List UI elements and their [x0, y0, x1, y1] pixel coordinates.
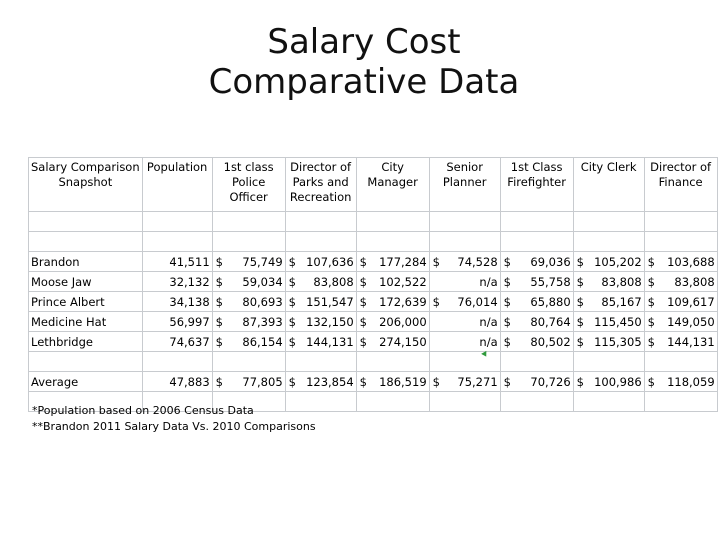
empty-cell — [644, 212, 717, 232]
amount: 177,284 — [379, 254, 427, 269]
empty-cell — [142, 352, 212, 372]
currency-value — [576, 255, 642, 269]
currency-value — [576, 315, 642, 329]
currency-symbol: $ — [647, 314, 655, 329]
empty-cell — [29, 232, 143, 252]
table-row — [29, 312, 718, 332]
table-cell — [573, 332, 644, 352]
table-cell: Lethbridge — [29, 332, 143, 352]
amount: 186,519 — [379, 374, 427, 389]
table-cell — [644, 332, 717, 352]
currency-value — [359, 295, 427, 309]
column-header-line: Snapshot — [58, 175, 113, 189]
currency-symbol: $ — [576, 314, 584, 329]
table-cell — [356, 272, 429, 292]
currency-symbol: $ — [432, 294, 440, 309]
column-header-line: Finance — [658, 175, 703, 189]
footnote-brandon: **Brandon 2011 Salary Data Vs. 2010 Comparisons — [32, 420, 316, 433]
currency-value — [359, 315, 427, 329]
column-header — [573, 158, 644, 212]
amount: 123,854 — [306, 374, 354, 389]
table-cell — [429, 272, 500, 292]
currency-value — [647, 375, 715, 389]
currency-symbol: $ — [359, 374, 367, 389]
amount: 144,131 — [667, 334, 715, 349]
empty-cell — [285, 212, 356, 232]
currency-value — [647, 295, 715, 309]
table-cell — [429, 292, 500, 312]
table-cell — [356, 332, 429, 352]
table-cell — [429, 372, 500, 392]
currency-value — [288, 275, 354, 289]
table-row — [29, 252, 718, 272]
column-header — [429, 158, 500, 212]
currency-value — [215, 295, 283, 309]
currency-symbol: $ — [576, 254, 584, 269]
amount: 77,805 — [242, 374, 283, 389]
salary-comparison-table — [28, 157, 718, 412]
column-header — [356, 158, 429, 212]
column-header-line: Parks and — [292, 175, 349, 189]
amount: n/a — [479, 334, 498, 349]
table-cell — [356, 292, 429, 312]
currency-symbol — [432, 315, 433, 329]
empty-cell — [429, 212, 500, 232]
currency-symbol: $ — [215, 374, 223, 389]
currency-symbol: $ — [503, 314, 511, 329]
table-cell — [212, 372, 285, 392]
amount: 115,305 — [594, 334, 642, 349]
amount: 100,986 — [594, 374, 642, 389]
empty-cell — [573, 232, 644, 252]
table-cell: Prince Albert — [29, 292, 143, 312]
table-cell — [285, 372, 356, 392]
table-cell: 74,637 — [142, 332, 212, 352]
table-cell — [356, 252, 429, 272]
currency-value — [503, 255, 571, 269]
table-cell — [500, 292, 573, 312]
table-cell — [212, 312, 285, 332]
empty-cell — [429, 392, 500, 412]
empty-cell — [644, 232, 717, 252]
slide-title — [0, 22, 728, 102]
currency-symbol: $ — [503, 274, 511, 289]
table-cell — [285, 252, 356, 272]
empty-cell — [356, 392, 429, 412]
column-header-line: Planner — [442, 175, 487, 189]
footnote-population: *Population based on 2006 Census Data — [32, 404, 254, 417]
currency-value — [359, 335, 427, 349]
currency-symbol: $ — [647, 274, 655, 289]
blank-row — [29, 352, 718, 372]
currency-symbol: $ — [288, 334, 296, 349]
empty-cell — [29, 352, 143, 372]
currency-value — [288, 315, 354, 329]
table-cell — [644, 252, 717, 272]
currency-value — [647, 335, 715, 349]
amount: 274,150 — [379, 334, 427, 349]
currency-value — [215, 335, 283, 349]
column-header-line: Population — [146, 160, 208, 174]
currency-symbol: $ — [432, 374, 440, 389]
amount: 75,749 — [242, 254, 283, 269]
currency-symbol: $ — [359, 274, 367, 289]
empty-cell — [142, 212, 212, 232]
amount: 59,034 — [242, 274, 283, 289]
table-cell: Brandon — [29, 252, 143, 272]
amount: 107,636 — [306, 254, 354, 269]
amount: 132,150 — [306, 314, 354, 329]
currency-value — [359, 375, 427, 389]
currency-value — [503, 375, 571, 389]
empty-cell — [573, 352, 644, 372]
currency-symbol: $ — [359, 254, 367, 269]
currency-value — [215, 275, 283, 289]
empty-cell — [644, 352, 717, 372]
empty-cell — [356, 352, 429, 372]
amount: 85,167 — [601, 294, 642, 309]
currency-value — [215, 255, 283, 269]
empty-cell — [285, 232, 356, 252]
column-header-line: 1st Class — [510, 160, 563, 174]
currency-value — [647, 255, 715, 269]
blank-row — [29, 232, 718, 252]
header-row — [29, 158, 718, 212]
column-header-line: Firefighter — [507, 175, 566, 189]
currency-symbol: $ — [647, 374, 655, 389]
column-header-line: Recreation — [289, 190, 352, 204]
table-cell — [285, 272, 356, 292]
amount: 103,688 — [667, 254, 715, 269]
table-cell: 47,883 — [142, 372, 212, 392]
amount: 83,808 — [601, 274, 642, 289]
currency-symbol — [432, 275, 433, 289]
amount: 86,154 — [242, 334, 283, 349]
table-cell — [212, 292, 285, 312]
currency-symbol: $ — [215, 274, 223, 289]
empty-cell — [142, 232, 212, 252]
amount: 144,131 — [306, 334, 354, 349]
amount: 206,000 — [379, 314, 427, 329]
currency-symbol: $ — [359, 294, 367, 309]
column-header-line: Salary Comparison — [31, 160, 140, 174]
amount: 80,502 — [530, 334, 571, 349]
column-header — [500, 158, 573, 212]
currency-symbol: $ — [576, 274, 584, 289]
amount: 118,059 — [667, 374, 715, 389]
column-header — [285, 158, 356, 212]
empty-cell — [429, 352, 500, 372]
column-header — [142, 158, 212, 212]
table-cell — [500, 332, 573, 352]
currency-value — [576, 295, 642, 309]
column-header-line: Director of — [290, 160, 352, 174]
currency-value — [647, 275, 715, 289]
currency-value — [432, 335, 498, 349]
currency-symbol: $ — [215, 254, 223, 269]
amount: 102,522 — [379, 274, 427, 289]
amount: 149,050 — [667, 314, 715, 329]
currency-symbol: $ — [503, 254, 511, 269]
empty-cell — [212, 352, 285, 372]
blank-row — [29, 212, 718, 232]
table-cell — [285, 332, 356, 352]
table-cell — [500, 252, 573, 272]
title-line-1: Salary Cost — [267, 22, 461, 62]
table-row — [29, 332, 718, 352]
currency-symbol: $ — [503, 294, 511, 309]
currency-symbol: $ — [215, 294, 223, 309]
column-header-line: 1st class — [223, 160, 274, 174]
footnotes — [32, 403, 316, 435]
amount: 87,393 — [242, 314, 283, 329]
empty-cell — [500, 352, 573, 372]
empty-cell — [29, 212, 143, 232]
table-cell — [285, 292, 356, 312]
table-cell — [644, 272, 717, 292]
currency-symbol: $ — [288, 274, 296, 289]
currency-value — [503, 295, 571, 309]
empty-cell — [573, 212, 644, 232]
column-header-line: City — [381, 160, 404, 174]
currency-symbol: $ — [503, 374, 511, 389]
table-cell — [573, 312, 644, 332]
currency-value — [432, 295, 498, 309]
currency-symbol: $ — [432, 254, 440, 269]
currency-value — [503, 335, 571, 349]
column-header — [29, 158, 143, 212]
currency-symbol: $ — [576, 374, 584, 389]
table-cell — [356, 372, 429, 392]
currency-value — [432, 255, 498, 269]
amount: 55,758 — [530, 274, 571, 289]
currency-value — [576, 275, 642, 289]
empty-cell — [212, 232, 285, 252]
currency-value — [647, 315, 715, 329]
table-cell — [573, 252, 644, 272]
title-line-2: Comparative Data — [208, 62, 520, 102]
amount: 83,808 — [313, 274, 354, 289]
table-cell: Moose Jaw — [29, 272, 143, 292]
table-cell: 56,997 — [142, 312, 212, 332]
amount: 115,450 — [594, 314, 642, 329]
currency-symbol: $ — [288, 294, 296, 309]
empty-cell — [500, 232, 573, 252]
column-header — [644, 158, 717, 212]
currency-value — [432, 275, 498, 289]
currency-value — [288, 375, 354, 389]
amount: n/a — [479, 274, 498, 289]
table-cell — [429, 252, 500, 272]
amount: 70,726 — [530, 374, 571, 389]
table-row — [29, 372, 718, 392]
column-header-line: Police — [231, 175, 266, 189]
empty-cell — [429, 232, 500, 252]
table-cell — [500, 272, 573, 292]
amount: 65,880 — [530, 294, 571, 309]
currency-value — [576, 335, 642, 349]
currency-value — [359, 255, 427, 269]
table-cell: Average — [29, 372, 143, 392]
column-header-line: Officer — [229, 190, 268, 204]
table-cell — [212, 272, 285, 292]
currency-symbol: $ — [576, 334, 584, 349]
table-cell — [356, 312, 429, 332]
amount: 83,808 — [674, 274, 715, 289]
table-cell — [429, 332, 500, 352]
currency-value — [576, 375, 642, 389]
empty-cell — [356, 212, 429, 232]
amount: 80,764 — [530, 314, 571, 329]
empty-cell — [573, 392, 644, 412]
currency-symbol: $ — [359, 314, 367, 329]
currency-symbol — [432, 335, 433, 349]
table-cell: 34,138 — [142, 292, 212, 312]
currency-symbol: $ — [576, 294, 584, 309]
empty-cell — [356, 232, 429, 252]
currency-value — [503, 315, 571, 329]
empty-cell — [500, 212, 573, 232]
currency-symbol: $ — [503, 334, 511, 349]
table-cell: Medicine Hat — [29, 312, 143, 332]
currency-value — [503, 275, 571, 289]
table-row — [29, 272, 718, 292]
amount: 74,528 — [457, 254, 498, 269]
currency-symbol: $ — [215, 334, 223, 349]
currency-value — [215, 375, 283, 389]
column-header-line: Senior — [446, 160, 483, 174]
table-cell — [573, 272, 644, 292]
currency-symbol: $ — [288, 374, 296, 389]
table-cell: 41,511 — [142, 252, 212, 272]
currency-value — [359, 275, 427, 289]
amount: 109,617 — [667, 294, 715, 309]
empty-cell — [644, 392, 717, 412]
currency-symbol: $ — [359, 334, 367, 349]
currency-value — [288, 335, 354, 349]
currency-symbol: $ — [647, 294, 655, 309]
currency-value — [432, 375, 498, 389]
table-cell — [573, 292, 644, 312]
table-cell — [212, 252, 285, 272]
amount: 76,014 — [457, 294, 498, 309]
currency-value — [288, 255, 354, 269]
currency-value — [288, 295, 354, 309]
amount: 80,693 — [242, 294, 283, 309]
amount: 151,547 — [306, 294, 354, 309]
table-cell — [285, 312, 356, 332]
column-header-line: City Clerk — [580, 160, 637, 174]
amount: n/a — [479, 314, 498, 329]
currency-symbol: $ — [647, 334, 655, 349]
table-cell — [212, 332, 285, 352]
currency-value — [432, 315, 498, 329]
table-cell — [500, 372, 573, 392]
currency-symbol: $ — [647, 254, 655, 269]
amount: 69,036 — [530, 254, 571, 269]
amount: 105,202 — [594, 254, 642, 269]
table-cell — [573, 372, 644, 392]
table-cell — [644, 312, 717, 332]
currency-symbol: $ — [288, 314, 296, 329]
table-row — [29, 292, 718, 312]
table-cell — [429, 312, 500, 332]
table-cell — [644, 372, 717, 392]
table-cell — [500, 312, 573, 332]
amount: 75,271 — [457, 374, 498, 389]
table-cell — [644, 292, 717, 312]
column-header — [212, 158, 285, 212]
currency-value — [215, 315, 283, 329]
column-header-line: Director of — [650, 160, 712, 174]
table-cell: 32,132 — [142, 272, 212, 292]
empty-cell — [212, 212, 285, 232]
empty-cell — [285, 352, 356, 372]
currency-symbol: $ — [215, 314, 223, 329]
empty-cell — [500, 392, 573, 412]
amount: 172,639 — [379, 294, 427, 309]
column-header-line: Manager — [367, 175, 418, 189]
currency-symbol: $ — [288, 254, 296, 269]
